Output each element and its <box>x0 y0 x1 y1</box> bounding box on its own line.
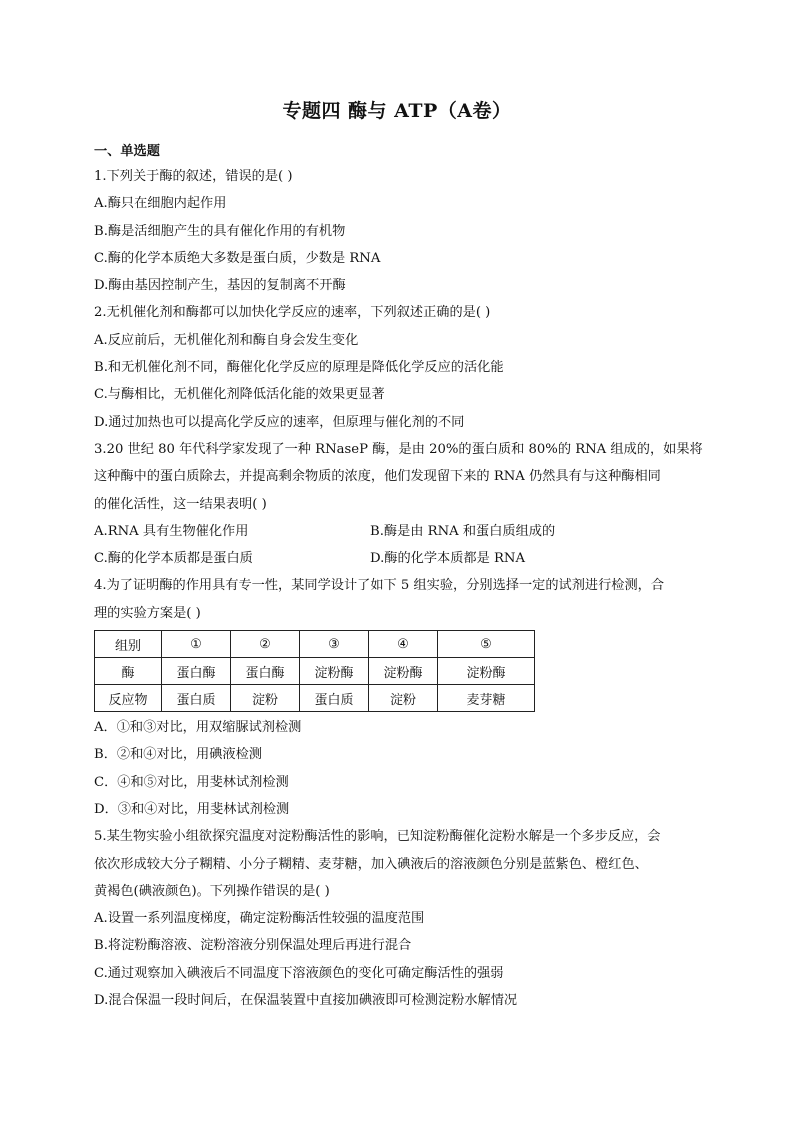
question-stem-line: 的催化活性，这一结果表明( ) <box>94 496 267 512</box>
section-heading: 一、单选题 <box>94 144 160 159</box>
experiment-table <box>94 630 535 712</box>
option-a: A.设置一系列温度梯度，确定淀粉酶活性较强的温度范围 <box>94 911 425 927</box>
option-a: A.RNA 具有生物催化作用 <box>94 523 249 539</box>
option-d: D.混合保温一段时间后，在保温装置中直接加碘液即可检测淀粉水解情况 <box>94 993 518 1009</box>
table-cell: 组别 <box>95 631 162 658</box>
option-a: A.反应前后，无机催化剂和酶自身会发生变化 <box>94 332 359 348</box>
option-row <box>94 545 700 572</box>
table-row <box>95 658 535 685</box>
table-cell: 淀粉 <box>231 685 300 712</box>
option-d: D.酶由基因控制产生，基因的复制离不开酶 <box>94 278 346 294</box>
question-content <box>94 143 703 1014</box>
question-1 <box>94 163 700 299</box>
option-d: D.酶的化学本质都是 RNA <box>370 551 525 567</box>
page-title: 专题四 酶与 ATP（A卷） <box>282 100 512 122</box>
table-cell: 蛋白质 <box>300 685 369 712</box>
option-a: A.酶只在细胞内起作用 <box>94 196 227 212</box>
table-cell: ⑤ <box>438 631 535 658</box>
option-c: C.酶的化学本质都是蛋白质 <box>94 551 253 567</box>
question-stem: 1.下列关于酶的叙述，错误的是( ) <box>94 169 293 184</box>
question-stem-line: 这种酶中的蛋白质除去，并提高剩余物质的浓度，他们发现留下来的 RNA 仍然具有与这种酶相同 <box>94 469 661 485</box>
table-cell: 蛋白酶 <box>162 658 231 685</box>
table-cell: ① <box>162 631 231 658</box>
table-row <box>95 631 535 658</box>
option-d: D．③和④对比，用斐林试剂检测 <box>94 801 290 817</box>
table-cell: 淀粉酶 <box>369 658 438 685</box>
option-b: B.和无机催化剂不同，酶催化化学反应的原理是降低化学反应的活化能 <box>94 360 504 376</box>
question-stem-line: 4.为了证明酶的作用具有专一性，某同学设计了如下 5 组实验，分别选择一定的试剂进行检测，合 <box>94 578 665 594</box>
option-c: C.通过观察加入碘液后不同温度下溶液颜色的变化可确定酶活性的强弱 <box>94 965 504 981</box>
table-cell: 淀粉 <box>369 685 438 712</box>
option-b: B.将淀粉酶溶液、淀粉溶液分别保温处理后再进行混合 <box>94 938 412 954</box>
option-c: C.酶的化学本质绝大多数是蛋白质，少数是 RNA <box>94 250 381 266</box>
option-row <box>94 518 700 545</box>
question-stem-line: 依次形成较大分子糊精、小分子糊精、麦芽糖，加入碘液后的溶液颜色分别是蓝紫色、橙红色、 <box>94 856 648 872</box>
table-cell: ③ <box>300 631 369 658</box>
question-stem-line: 黄褐色(碘液颜色)。下列操作错误的是( ) <box>94 883 330 899</box>
question-stem-line: 3.20 世纪 80 年代科学家发现了一种 RNaseP 酶，是由 20%的蛋白质和 80%的 RNA 组成的，如果将 <box>94 441 703 457</box>
question-stem-line: 5.某生物实验小组欲探究温度对淀粉酶活性的影响，已知淀粉酶催化淀粉水解是一个多步反应，会 <box>94 829 661 845</box>
table-cell: ② <box>231 631 300 658</box>
question-2 <box>94 299 700 435</box>
table-row <box>95 685 535 712</box>
table-cell: 反应物 <box>95 685 162 712</box>
option-b: B.酶是活细胞产生的具有催化作用的有机物 <box>94 223 346 239</box>
table-cell: ④ <box>369 631 438 658</box>
option-b: B.酶是由 RNA 和蛋白质组成的 <box>370 523 556 539</box>
question-3 <box>94 436 703 572</box>
question-stem: 2.无机催化剂和酶都可以加快化学反应的速率，下列叙述正确的是( ) <box>94 305 491 321</box>
question-4 <box>94 572 700 823</box>
option-b: B．②和④对比，用碘液检测 <box>94 747 262 763</box>
table-cell: 蛋白质 <box>162 685 231 712</box>
table-cell: 麦芽糖 <box>438 685 535 712</box>
table-cell: 蛋白酶 <box>231 658 300 685</box>
question-stem-line: 理的实验方案是( ) <box>94 605 201 621</box>
option-c: C.与酶相比，无机催化剂降低活化能的效果更显著 <box>94 387 385 403</box>
option-c: C．④和⑤对比，用斐林试剂检测 <box>94 774 289 790</box>
table-cell: 酶 <box>95 658 162 685</box>
table-cell: 淀粉酶 <box>300 658 369 685</box>
option-a: A．①和③对比，用双缩脲试剂检测 <box>94 720 302 736</box>
table-cell: 淀粉酶 <box>438 658 535 685</box>
question-5 <box>94 823 700 1014</box>
option-d: D.通过加热也可以提高化学反应的速率，但原理与催化剂的不同 <box>94 414 465 430</box>
